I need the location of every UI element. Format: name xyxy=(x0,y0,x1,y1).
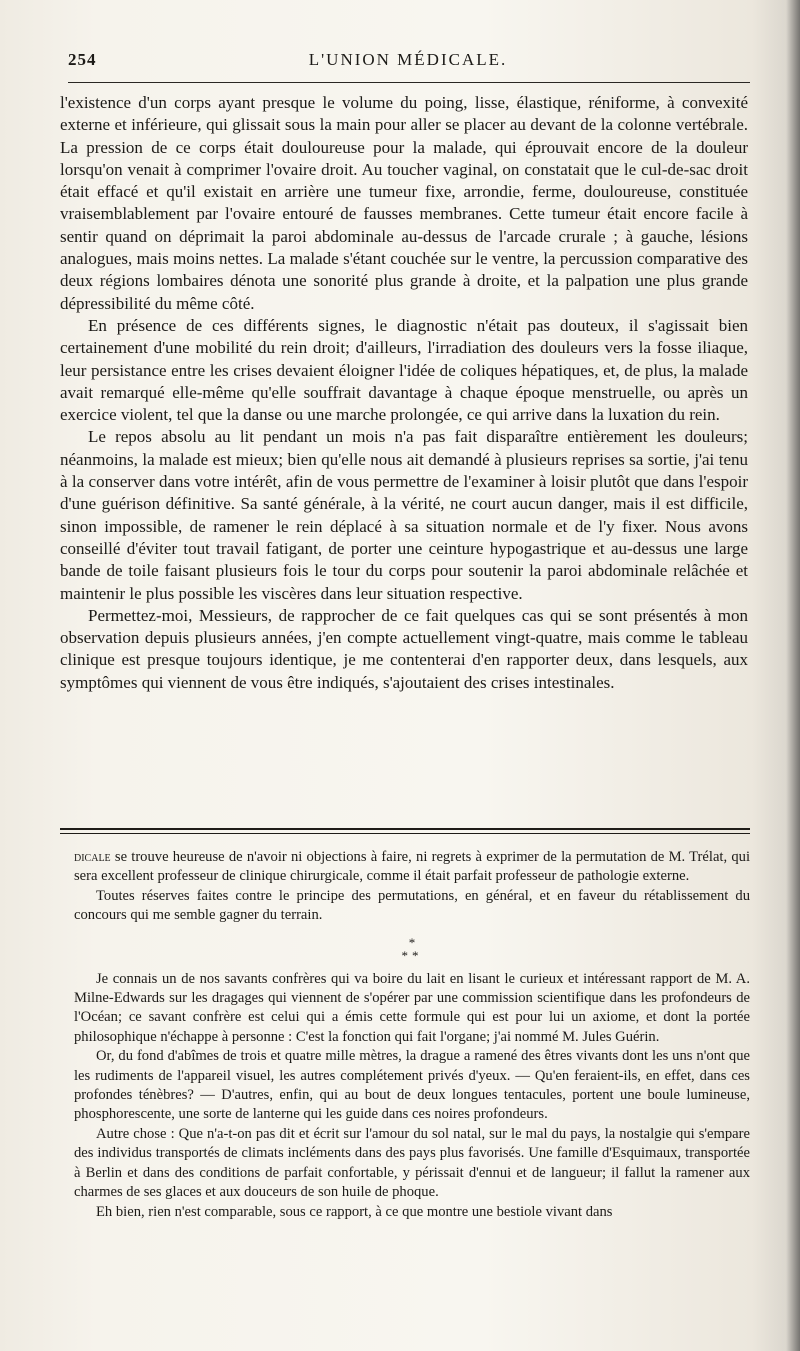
feuilleton-lead-word: dicale xyxy=(74,849,111,865)
page-number: 254 xyxy=(68,50,97,69)
running-header xyxy=(68,50,748,80)
journal-title: L'UNION MÉDICALE. xyxy=(308,50,508,69)
main-article-text xyxy=(60,92,748,694)
feuilleton-paragraph: Autre chose : Que n'a-t-on pas dit et écrit sur l'amour du sol natal, sur le mal du pays, la nostalgie qui s'empare des individus transportés de climats incléments dans des pays plus favorisés. Une famille d'Esquimaux, transportée à Berlin et dans des conditions de parfait confortable, y périssait d'ennui et de langueur; il fallut la ramener aux charmes de ses glaces et aux douceurs de son huile de phoque. xyxy=(74,1125,750,1201)
feuilleton-paragraph: Je connais un de nos savants confrères qui va boire du lait en lisant le curieux et intéressant rapport de M. A. Milne-Edwards sur les dragages qui viennent de s'opérer par une commission scientifique dans les profondeurs de l'Océan; ce savant confrère est celui qui a émis cette formule qui est pour lui un axiome, et dont la portée philosophique n'échappe à personne : C'est la fonction qui fait l'organe; j'ai nommé M. Jules Guérin. xyxy=(74,970,750,1045)
asterism-bottom: ** xyxy=(401,947,423,963)
feuilleton-paragraph: Eh bien, rien n'est comparable, sous ce rapport, à ce que montre une bestiole vivant dans xyxy=(96,1203,613,1220)
feuilleton-paragraph: Toutes réserves faites contre le principe des permutations, en général, et en faveur du rétablissement du concours qui me semble gagner du terrain. xyxy=(74,887,750,924)
page-edge-shadow xyxy=(786,0,800,1351)
feuilleton-separator xyxy=(60,828,750,830)
main-paragraph: En présence de ces différents signes, le diagnostic n'était pas douteux, il s'agissait bien certainement d'une mobilité du rein droit; d'ailleurs, l'irradiation des douleurs vers la fosse iliaque, leur persistance entre les crises devaient éloigner l'idée de coliques hépatiques, et, de plus, la malade avait remarqué elle-même qu'elle souffrait davantage à chaque époque menstruelle, ou après un exercice violent, tel que la danse ou une marche prolongée, ce qui arrive dans la luxation du rein. xyxy=(60,315,748,425)
main-paragraph: Le repos absolu au lit pendant un mois n'a pas fait disparaître entièrement les douleurs; néanmoins, la malade est mieux; bien qu'elle nous ait demandé à plusieurs reprises sa sortie, j'ai tenu à la conserver dans votre intérêt, afin de vous permettre de l'examiner à loisir plutôt que dans l'espoir d'une guérison définitive. Sa santé générale, à la vérité, ne court aucun danger, mais il est difficile, sinon impossible, de ramener le rein déplacé à sa situation normale et de l'y fixer. Nous avons conseillé d'éviter tout travail fatigant, de porter une ceinture hypogastrique et au-dessus une large bande de toile faisant plusieurs fois le tour du corps pour soutenir la paroi abdominale relâchée et maintenir le plus possible les viscères dans leur situation respective. xyxy=(60,427,748,603)
feuilleton-paragraph-text: se trouve heureuse de n'avoir ni objections à faire, ni regrets à exprimer de la permutation de M. Trélat, qui sera excellent professeur de clinique chirurgicale, comme il était parfait professeur de pathologie externe. xyxy=(74,849,750,885)
feuilleton-paragraph: Or, du fond d'abîmes de trois et quatre mille mètres, la drague a ramené des êtres vivants dont les uns n'ont que les rudiments de l'appareil visuel, les autres complétement privés d'yeux. — Qu'en feraient-ils, en effet, dans ces profondes ténèbres? — D'autres, enfin, qui au bout de deux longues tentacules, portent une boule lumineuse, phosphorescente, une sorte de lanterne qui les guide dans ces noires profondeurs. xyxy=(74,1048,750,1123)
feuilleton-paragraph xyxy=(74,848,750,887)
main-paragraph: l'existence d'un corps ayant presque le volume du poing, lisse, élastique, réniforme, à convexité externe et inférieure, qui glissait sous la main pour aller se placer au devant de la colonne vertébrale. La pression de ce corps était douloureuse pour la malade, qui éprouvait encore de la douleur lorsqu'on venait à comprimer l'ovaire droit. Au toucher vaginal, on constatait que le cul-de-sac droit était effacé et qu'il existait en arrière une tumeur fixe, arrondie, ferme, douloureuse, constituée vraisemblablement par l'ovaire entouré de fausses membranes. Cette tumeur était encore facile à sentir quand on déprimait la paroi abdominale au-dessus de l'arcade crurale ; à gauche, lésions analogues, mais moins nettes. La malade s'étant couchée sur le ventre, la percussion comparative des deux régions lombaires dénota une sonorité plus grande à droite, et la palpation une plus grande dépressibilité du même côté. xyxy=(60,93,748,313)
feuilleton-section xyxy=(74,848,750,1222)
feuilleton-separator-thin xyxy=(60,833,750,834)
header-rule xyxy=(68,82,750,83)
asterism-divider xyxy=(74,936,750,962)
asterism-top: * xyxy=(408,934,416,950)
main-paragraph: Permettez-moi, Messieurs, de rapprocher de ce fait quelques cas qui se sont présentés à mon observation depuis plusieurs années, j'en compte actuellement vingt-quatre, mais comme le tableau clinique est presque toujours identique, je me contenterai d'en rapporter deux, dans lesquels, aux symptômes qui viennent de vous être indiqués, s'ajoutaient des crises intestinales. xyxy=(60,605,748,692)
